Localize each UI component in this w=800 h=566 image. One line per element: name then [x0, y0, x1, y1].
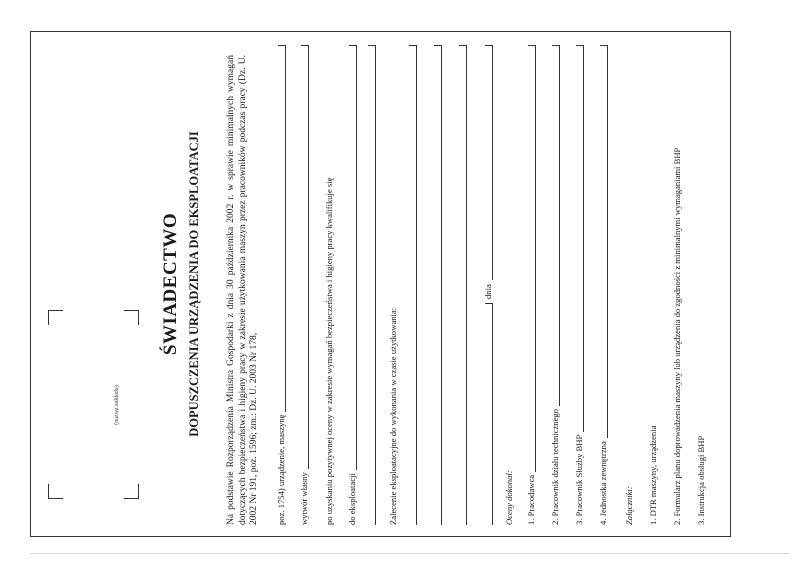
recommendation-label: Zalecenie eksploatacyjne do wykonania w czasie użytkowania: — [388, 307, 398, 525]
assessor-line-1[interactable] — [528, 45, 536, 472]
manufacturer-field-line[interactable] — [301, 45, 309, 469]
attachment-2: 2. Formularz planu doprowadzenia maszyny lub urządzenia do zgodności z minimalnymi wymaganiami BHP — [672, 147, 682, 525]
machine-field-label: poz. 1754) urządzenie, maszynę — [276, 414, 286, 525]
document-subtitle: DOPUSZCZENIA URZĄDZENIA DO EKSPLOATACJI — [187, 131, 201, 437]
attachment-1: 1. DTR maszyny, urządzenia — [648, 425, 658, 525]
date-row — [481, 45, 493, 525]
manufacturer-field — [297, 45, 309, 525]
machine-field-line[interactable] — [278, 45, 286, 412]
recommendation-line-3[interactable] — [458, 45, 467, 525]
assessor-label-2: 2. Pracownik działu technicznego — [550, 409, 560, 525]
stamp-corner-bottom-left — [124, 484, 139, 499]
assessor-line-4[interactable] — [600, 45, 608, 438]
assessor-row-2 — [548, 45, 560, 525]
rotated-document-content — [30, 31, 731, 537]
scan-edge-line — [30, 553, 790, 554]
manufacturer-field-label: wytwór własny — [299, 472, 309, 525]
assessment-field-label: po uzyskaniu pozytywnej oceny w zakresie wymagań bezpieczeństwa i higieny pracy kwalifikuje się — [324, 177, 334, 525]
document-title: ŚWIADECTWO — [160, 212, 181, 356]
operation-field-label: do eksploatacji — [347, 473, 357, 525]
recommendation-line-2[interactable] — [433, 45, 442, 525]
attachments-heading: Załączniki: — [624, 486, 634, 525]
assessment-field — [322, 45, 334, 525]
assessor-row-3 — [572, 45, 584, 525]
assessor-row-1 — [524, 45, 536, 525]
assessor-row-4 — [596, 45, 608, 525]
assessor-line-2[interactable] — [552, 45, 560, 406]
operation-field — [345, 45, 357, 525]
intro-paragraph: Na podstawie Rozporządzenia Ministra Gospodarki z dnia 30 października 2002 r. w sprawie minimalnych wymagań dotyczących bezpieczeństwa i higieny pracy w zakresie użytkowania maszyn przez pracowników podczas pracy (Dz. U. 2002 Nr 191, poz. 1596; zm.: Dz. U. 2003 Nr 178, — [226, 55, 259, 525]
assessment-heading: Oceny dokonał: — [504, 470, 514, 525]
stamp-corner-top-left — [48, 484, 63, 499]
assessor-line-3[interactable] — [576, 45, 584, 432]
attachment-3: 3. Instrukcja obsługi BHP — [696, 435, 706, 525]
date-line[interactable] — [485, 45, 493, 280]
stamp-label: (nazwa zakładu) — [114, 385, 120, 425]
place-line[interactable] — [485, 303, 493, 525]
assessor-label-1: 1. Pracodawca — [526, 474, 536, 525]
blank-line-1[interactable] — [367, 45, 376, 525]
assessor-label-4: 4. Jednostka zewnętrzna — [598, 441, 608, 525]
recommendation-line-1[interactable] — [408, 45, 417, 525]
assessor-label-3: 3. Pracownik Służby BHP — [574, 434, 584, 525]
stamp-corner-top-right — [48, 310, 63, 325]
operation-field-line[interactable] — [349, 45, 357, 470]
stamp-corner-bottom-right — [124, 310, 139, 325]
machine-field — [274, 45, 286, 525]
date-label: dnia — [483, 284, 493, 299]
